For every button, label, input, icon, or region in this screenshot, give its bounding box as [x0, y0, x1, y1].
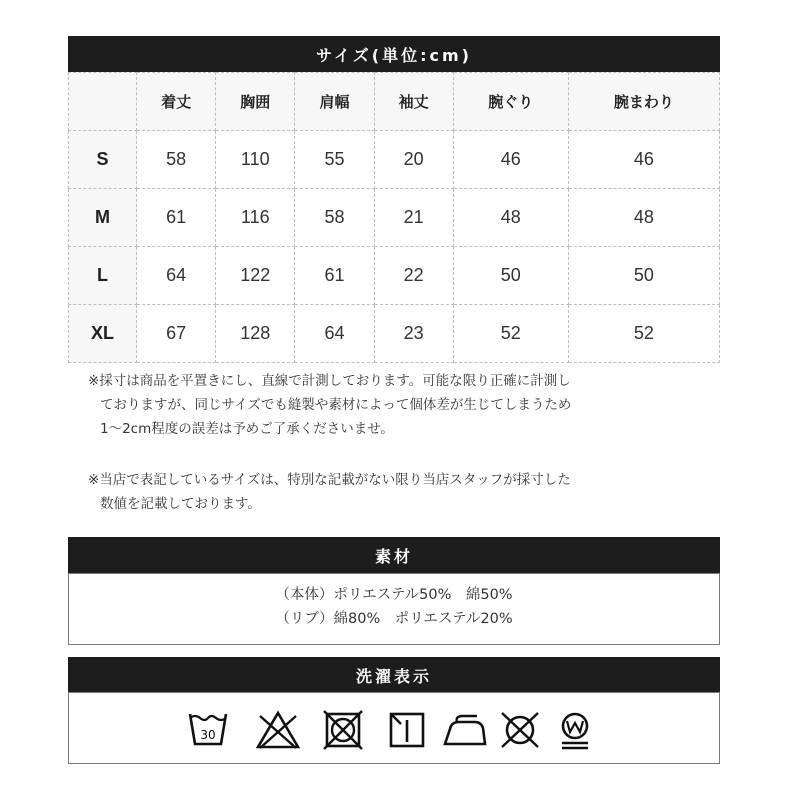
column-header: 腕まわり — [568, 73, 719, 131]
table-cell: 61 — [295, 247, 374, 305]
table-cell: 58 — [137, 131, 216, 189]
table-cell: 67 — [137, 305, 216, 363]
table-cell: 48 — [568, 189, 719, 247]
line-dry-shade-icon — [386, 710, 428, 750]
table-cell: 128 — [216, 305, 295, 363]
care-title: 洗濯表示 — [68, 657, 720, 693]
size-label: L — [69, 247, 137, 305]
material-line: （リブ）綿80% ポリエステル20% — [275, 611, 513, 627]
table-cell: 55 — [295, 131, 374, 189]
size-source-note — [88, 468, 571, 516]
size-table-title: サイズ(単位:cm) — [68, 36, 720, 72]
size-label: XL — [69, 305, 137, 363]
table-cell: 122 — [216, 247, 295, 305]
size-table-header-row — [69, 73, 720, 131]
note-line: ※採寸は商品を平置きにし、直線で計測しております。可能な限り正確に計測し — [88, 373, 571, 389]
size-table — [68, 72, 720, 363]
no-bleach-icon — [255, 710, 301, 750]
wet-clean-icon — [555, 710, 595, 750]
iron-low-icon — [441, 710, 489, 750]
table-cell: 50 — [453, 247, 568, 305]
table-cell: 50 — [568, 247, 719, 305]
measurement-note — [88, 369, 571, 441]
table-cell: 48 — [453, 189, 568, 247]
table-cell: 21 — [374, 189, 453, 247]
material-title: 素材 — [68, 537, 720, 573]
table-cell: 46 — [568, 131, 719, 189]
table-cell: 22 — [374, 247, 453, 305]
care-symbols — [0, 710, 800, 750]
table-cell: 52 — [568, 305, 719, 363]
table-cell: 61 — [137, 189, 216, 247]
size-label: M — [69, 189, 137, 247]
table-cell: 58 — [295, 189, 374, 247]
no-dry-clean-icon — [498, 710, 542, 750]
note-line: 1〜2cm程度の誤差は予めご了承くださいませ。 — [100, 421, 394, 437]
size-table-corner-cell — [69, 73, 137, 131]
table-row — [69, 247, 720, 305]
table-cell: 20 — [374, 131, 453, 189]
column-header: 腕ぐり — [453, 73, 568, 131]
table-cell: 52 — [453, 305, 568, 363]
table-row — [69, 189, 720, 247]
note-line: 数値を記載しております。 — [100, 496, 261, 512]
material-line: （本体）ポリエステル50% 綿50% — [275, 587, 513, 603]
column-header: 着丈 — [137, 73, 216, 131]
table-cell: 64 — [295, 305, 374, 363]
note-line: ※当店で表記しているサイズは、特別な記載がない限り当店スタッフが採寸した — [88, 472, 571, 488]
table-cell: 46 — [453, 131, 568, 189]
table-row — [69, 305, 720, 363]
table-cell: 64 — [137, 247, 216, 305]
column-header: 胸囲 — [216, 73, 295, 131]
size-label: S — [69, 131, 137, 189]
wash-30-icon — [187, 710, 229, 750]
column-header: 肩幅 — [295, 73, 374, 131]
svg-text:30: 30 — [200, 728, 216, 742]
column-header: 袖丈 — [374, 73, 453, 131]
material-box — [68, 573, 720, 645]
note-line: ておりますが、同じサイズでも縫製や素材によって個体差が生じてしまうため — [100, 397, 572, 413]
no-tumble-dry-icon — [322, 710, 364, 750]
table-cell: 110 — [216, 131, 295, 189]
table-cell: 23 — [374, 305, 453, 363]
table-cell: 116 — [216, 189, 295, 247]
table-row — [69, 131, 720, 189]
